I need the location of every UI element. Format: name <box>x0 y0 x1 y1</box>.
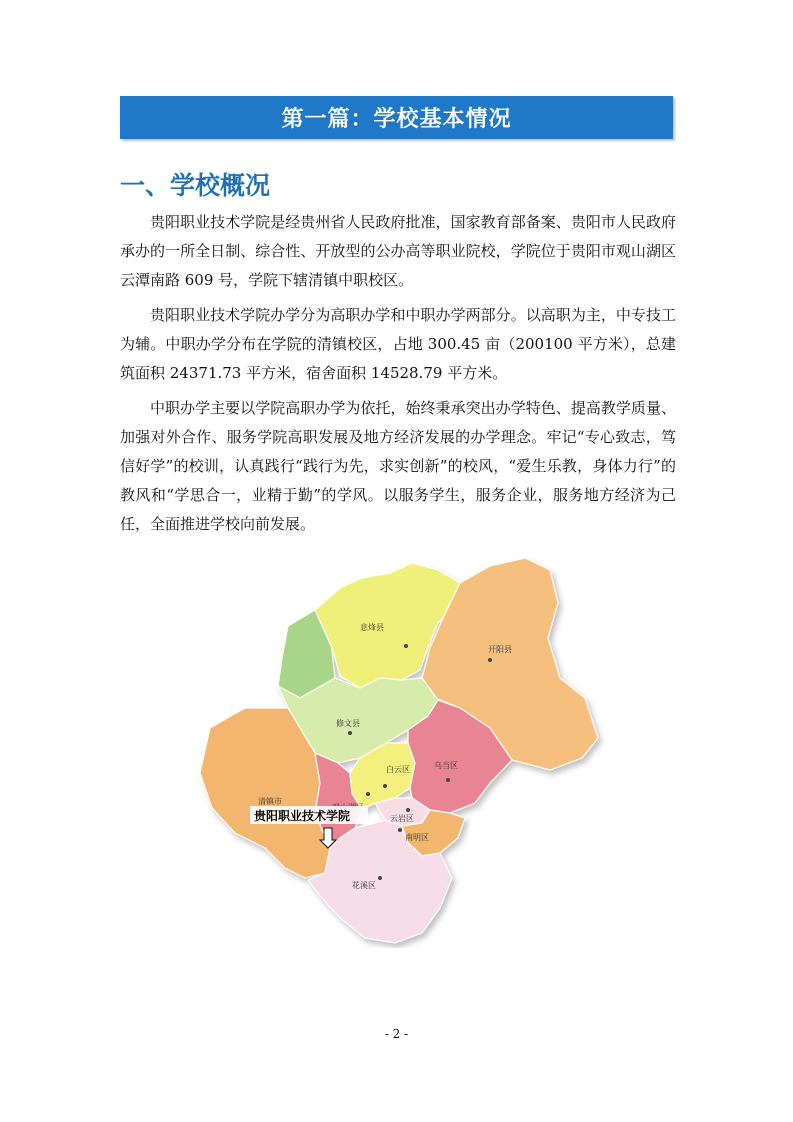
dot-huaxi <box>378 876 382 880</box>
map-svg <box>190 548 610 948</box>
label-wudang: 乌当区 <box>434 761 458 770</box>
label-xifeng: 息烽县 <box>360 623 384 632</box>
label-xiuwen: 修文县 <box>336 719 360 728</box>
label-nanming: 南明区 <box>405 833 429 842</box>
label-qingzhen: 清镇市 <box>258 797 282 806</box>
dot-xiuwen <box>348 731 352 735</box>
guiyang-district-map <box>190 548 610 948</box>
paragraph-philosophy: 中职办学主要以学院高职办学为依托，始终秉承突出办学特色、提高教学质量、加强对外合作、服务学院高职发展及地方经济发展的办学理念。牢记“专心致志，笃信好学”的校训，认真践行“践行为先，求实创新”的校风，“爱生乐教，身体力行”的教风和“学思合一，业精于勤”的学风。以服务学生，服务企业，服务地方经济为己任，全面推进学校向前发展。 <box>120 399 676 533</box>
page-number: - 2 - <box>384 1027 409 1041</box>
banner-title: 第一篇：学校基本情况 <box>281 107 512 132</box>
body-text <box>120 208 676 545</box>
dot-baiyun <box>383 784 387 788</box>
paragraph-overview: 贵阳职业技术学院是经贵州省人民政府批准，国家教育部备案、贵阳市人民政府承办的一所全日制、综合性、开放型的公办高等职业院校，学院位于贵阳市观山湖区云潭南路 609 号，学院下辖清镇中职校区。 <box>120 213 676 289</box>
dot-kaiyang <box>488 658 492 662</box>
label-yunyan: 云岩区 <box>390 814 414 823</box>
dot-xifeng <box>404 644 408 648</box>
dot-wudang <box>446 778 450 782</box>
section-banner <box>120 96 673 139</box>
dot-yunyan <box>406 808 410 812</box>
dot-guanshanhu <box>366 792 370 796</box>
label-baiyun: 白云区 <box>386 765 410 774</box>
section-heading: 一、学校概况 <box>120 171 271 200</box>
label-huaxi: 花溪区 <box>352 881 376 890</box>
paragraph-campus: 贵阳职业技术学院办学分为高职办学和中职办学两部分。以高职为主，中专技工为辅。中职办学分布在学院的清镇校区，占地 300.45 亩（200100 平方米），总建筑面积 24371.73 平方米，宿舍面积 14528.79 平方米。 <box>120 306 676 382</box>
callout-label: 贵阳职业技术学院 <box>254 809 351 823</box>
label-kaiyang: 开阳县 <box>488 645 512 654</box>
dot-nanming <box>398 828 402 832</box>
